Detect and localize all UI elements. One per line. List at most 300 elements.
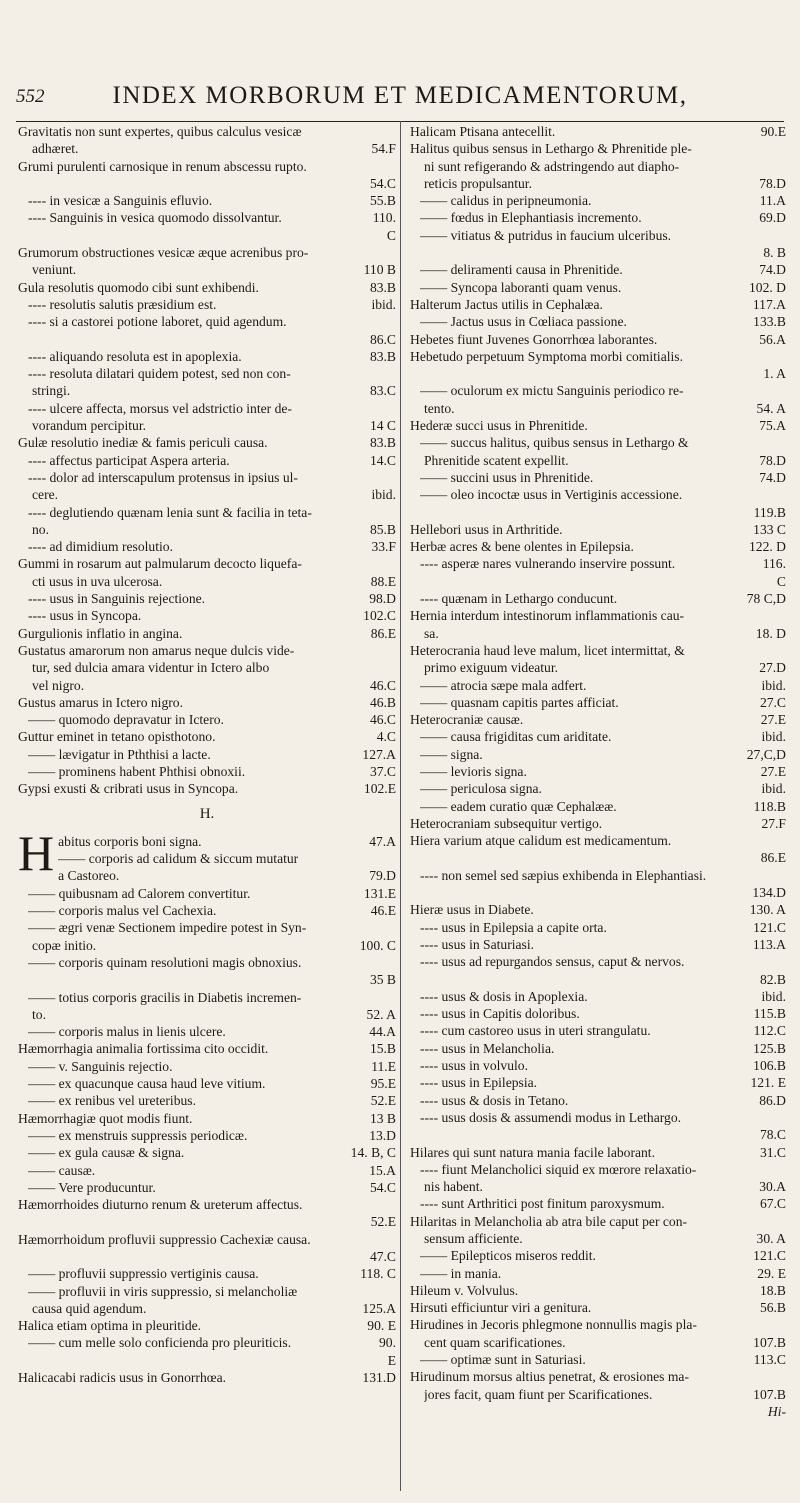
entry-text: Halicam Ptisana antecellit.: [410, 124, 556, 139]
index-line: [410, 1161, 786, 1178]
index-line: [410, 1022, 786, 1039]
index-line: [410, 763, 786, 780]
index-line: [18, 452, 396, 469]
page-reference: 102.E: [363, 781, 396, 797]
entry-text: no.: [32, 521, 49, 537]
page-reference: 13 B: [369, 1110, 396, 1126]
index-line: [18, 382, 396, 399]
index-line: [410, 331, 786, 348]
index-line: [18, 1058, 396, 1075]
index-line: [18, 642, 396, 659]
entry-text: Hirsuti efficiuntur viri a genitura.: [410, 1300, 592, 1316]
entry-text: —— lævigatur in Pththisi a lacte.: [28, 746, 211, 762]
page-reference: 121.C: [753, 1248, 786, 1264]
index-line: [410, 538, 786, 555]
entry-text: cere.: [32, 487, 59, 503]
page-reference: 131.E: [363, 885, 396, 901]
entry-text: —— causæ.: [28, 1162, 96, 1178]
index-line: [410, 123, 786, 140]
index-line: [58, 867, 396, 884]
entry-text: Gypsi exusti & cribrati usus in Syncopa.: [18, 781, 239, 797]
index-line: [410, 1109, 786, 1126]
index-line: [18, 780, 396, 797]
index-line: [410, 728, 786, 745]
page-reference: 31.C: [759, 1144, 786, 1160]
entry-text: tento.: [424, 400, 455, 416]
entry-text: jores facit, quam fiunt per Scarificationes.: [424, 1386, 653, 1402]
entry-text: primo exiguum videatur.: [424, 660, 559, 676]
page-reference: 74.D: [759, 469, 786, 485]
index-line: [18, 590, 396, 607]
index-line: [410, 936, 786, 953]
index-line: [410, 192, 786, 209]
page-reference: 14.C: [369, 452, 396, 468]
entry-text: ---- usus in Melancholia.: [420, 1040, 555, 1056]
index-line: [410, 1334, 786, 1351]
page-reference: 15.B: [369, 1041, 396, 1057]
index-line: [18, 279, 396, 296]
index-line: [18, 607, 396, 624]
entry-text: Gustus amarus in Ictero nigro.: [18, 694, 183, 710]
entry-text: Hirudines in Jecoris phlegmone nonnullis magis pla-: [410, 1317, 697, 1333]
index-line: [410, 919, 786, 936]
entry-text: tur, sed dulcia amara videntur in Ictero albo: [32, 660, 270, 676]
dropcap: H: [18, 824, 55, 881]
index-line: [410, 607, 786, 624]
entry-text: —— corporis malus in lienis ulcere.: [28, 1024, 226, 1040]
page-reference: 102.C: [363, 608, 396, 624]
index-line: [18, 469, 396, 486]
entry-text: —— Syncopa laboranti quam venus.: [420, 279, 622, 295]
page-reference: 47.A: [369, 833, 396, 849]
entry-text: —— totius corporis gracilis in Diabetis incremen-: [28, 989, 302, 1005]
index-line: [410, 1247, 786, 1264]
entry-text: Hellebori usus in Arthritide.: [410, 521, 563, 537]
dropcap-entry: [18, 824, 396, 885]
entry-text: —— eadem curatio quæ Cephalææ.: [420, 798, 617, 814]
entry-text: Grumi purulenti carnosique in renum abscessu rupto.: [18, 158, 307, 174]
entries-g: [18, 123, 396, 798]
index-line: [18, 296, 396, 313]
index-line: [18, 175, 396, 192]
page-reference: 18. D: [755, 625, 786, 641]
entry-text: Hæmorrhagiæ quot modis fiunt.: [18, 1110, 193, 1126]
index-line: [410, 1299, 786, 1316]
entry-text: vel nigro.: [32, 677, 85, 693]
entry-text: —— prominens habent Phthisi obnoxii.: [28, 763, 246, 779]
index-line: [410, 1351, 786, 1368]
page-reference: 117.A: [752, 296, 786, 312]
page-reference: 115.B: [753, 1006, 786, 1022]
entry-text: Phrenitide scatent expellit.: [424, 452, 569, 468]
index-line: [18, 659, 396, 676]
page-reference: 83.B: [369, 435, 396, 451]
page-reference: 56.A: [759, 331, 786, 347]
page-reference: 54.C: [369, 1179, 396, 1195]
entry-text: —— ex menstruis suppressis periodicæ.: [28, 1127, 248, 1143]
page-reference: 11.E: [371, 1058, 396, 1074]
index-line: [410, 1005, 786, 1022]
page-reference: 130. A: [749, 902, 786, 918]
entry-text: ni sunt refigerando & adstringendo aut diapho-: [424, 158, 680, 174]
entry-text: Gulæ resolutio inediæ & famis periculi causa.: [18, 435, 268, 451]
index-line: [18, 1248, 396, 1265]
entries-h: [18, 885, 396, 1387]
entry-text: ---- usus in Saturiasi.: [420, 936, 535, 952]
entry-text: —— Epilepticos miseros reddit.: [420, 1248, 596, 1264]
entry-text: —— corporis malus vel Cachexia.: [28, 903, 217, 919]
index-line: [410, 244, 786, 261]
index-line: [410, 313, 786, 330]
page-reference: 116.: [762, 556, 786, 572]
page-reference: 1. A: [763, 366, 786, 382]
entry-text: sensum afficiente.: [424, 1231, 523, 1246]
entry-text: ---- ulcere affecta, morsus vel adstrictio inter de-: [28, 400, 292, 416]
index-line: [410, 711, 786, 728]
entry-text: —— calidus in peripneumonia.: [420, 193, 592, 209]
page-reference: 52.E: [370, 1214, 396, 1230]
entry-text: —— vitiatus & putridus in faucium ulceribus.: [420, 227, 672, 243]
index-line: [410, 296, 786, 313]
index-line: [410, 348, 786, 365]
page-header: [16, 82, 784, 116]
index-line: [18, 365, 396, 382]
index-line: [18, 1265, 396, 1282]
index-line: [18, 244, 396, 261]
entry-text: Hiera varium atque calidum est medicamentum.: [410, 833, 672, 849]
index-line: [18, 1179, 396, 1196]
page-reference: 83.B: [369, 348, 396, 364]
index-line: [410, 417, 786, 434]
index-line: [410, 1213, 786, 1230]
entry-text: Grumorum obstructiones vesicæ æque acrenibus pro-: [18, 245, 309, 261]
page-reference: 33.F: [371, 539, 396, 555]
index-line: [410, 365, 786, 382]
index-line: [18, 1075, 396, 1092]
page-reference: 98.D: [369, 591, 396, 607]
page-reference: ibid.: [371, 296, 396, 312]
page-reference: 83.C: [369, 383, 396, 399]
entry-text: ---- usus in Epilepsia a capite orta.: [420, 919, 607, 935]
entry-text: Hebetes fiunt Juvenes Gonorrhœa laborantes.: [410, 331, 658, 347]
entry-text: abitus corporis boni signa.: [58, 833, 202, 849]
entry-text: —— atrocia sæpe mala adfert.: [420, 677, 587, 693]
page-reference: 46.C: [369, 677, 396, 693]
entry-text: —— quibusnam ad Calorem convertitur.: [28, 885, 251, 901]
index-line: [410, 1057, 786, 1074]
page-reference: 11.A: [759, 193, 786, 209]
page-reference: 29. E: [757, 1265, 786, 1281]
index-line: [18, 434, 396, 451]
index-line: [410, 1316, 786, 1333]
index-line: [410, 227, 786, 244]
page-reference: ibid.: [761, 988, 786, 1004]
index-line: [410, 261, 786, 278]
index-line: [410, 573, 786, 590]
page-reference: C: [776, 573, 786, 589]
catchword: Hi-: [767, 1403, 786, 1419]
index-line: [18, 937, 396, 954]
index-line: [18, 902, 396, 919]
page-reference: ibid.: [371, 487, 396, 503]
entry-text: vorandum percipitur.: [32, 418, 147, 434]
index-line: [410, 1092, 786, 1109]
page-reference: 54.F: [371, 141, 396, 157]
index-line: [18, 1127, 396, 1144]
page-reference: 37.C: [369, 763, 396, 779]
index-line: [410, 158, 786, 175]
entry-text: Gustatus amarorum non amarus neque dulcis vide-: [18, 642, 295, 658]
right-column: [410, 123, 786, 1420]
page-reference: 35 B: [369, 972, 396, 988]
index-line: [410, 382, 786, 399]
entry-text: ---- sunt Arthritici post finitum paroxysmum.: [420, 1196, 665, 1212]
page-reference: 78.D: [759, 452, 786, 468]
index-line: [410, 849, 786, 866]
entry-text: —— succini usus in Phrenitide.: [420, 469, 594, 485]
index-line: [18, 573, 396, 590]
page-number: 552: [16, 86, 45, 107]
index-line: [18, 348, 396, 365]
entry-text: ---- si a castorei potione laboret, quid agendum.: [28, 314, 287, 330]
index-line: [410, 140, 786, 157]
entry-text: —— fœdus in Elephantiasis incremento.: [420, 210, 642, 226]
page-reference: 88.E: [370, 573, 396, 589]
page-reference: 100. C: [359, 937, 396, 953]
page-reference: 118.B: [753, 798, 786, 814]
entry-text: —— ægri venæ Sectionem impedire potest in Syn-: [28, 920, 307, 936]
index-line: [18, 1352, 396, 1369]
page-reference: ibid.: [761, 677, 786, 693]
index-line: [410, 1195, 786, 1212]
index-line: [18, 331, 396, 348]
page-reference: 121.C: [753, 919, 786, 935]
index-line: [410, 1126, 786, 1143]
entry-text: ---- non semel sed sæpius exhibenda in Elephantiasi.: [420, 867, 707, 883]
index-line: [18, 1300, 396, 1317]
page-reference: 52.E: [370, 1093, 396, 1109]
index-line: [18, 763, 396, 780]
index-line: [18, 555, 396, 572]
page-reference: 106.B: [753, 1058, 786, 1074]
index-line: [410, 901, 786, 918]
entry-text: ---- asperæ nares vulnerando inservire possunt.: [420, 556, 676, 572]
page-reference: 107.B: [753, 1386, 786, 1402]
entry-text: ---- Sanguinis in vesica quomodo dissolvantur.: [28, 210, 282, 226]
index-line: [58, 850, 396, 867]
entry-text: —— causa frigiditas cum ariditate.: [420, 729, 612, 745]
index-line: [18, 1334, 396, 1351]
index-line: [18, 209, 396, 226]
entry-text: ---- usus in Syncopa.: [28, 608, 142, 624]
entry-text: Hilaritas in Melancholia ab atra bile caput per con-: [410, 1213, 688, 1229]
dropcap-lines: [58, 833, 396, 885]
index-line: [410, 469, 786, 486]
page-reference: 27,C,D: [746, 746, 786, 762]
page-reference: 27.D: [759, 660, 786, 676]
entry-text: Gravitatis non sunt expertes, quibus calculus vesicæ: [18, 124, 302, 139]
index-line: [18, 486, 396, 503]
entry-text: —— corporis quinam resolutioni magis obnoxius.: [28, 954, 302, 970]
entry-text: ---- usus in Sanguinis rejectione.: [28, 591, 206, 607]
index-line: [410, 1368, 786, 1385]
index-line: [18, 989, 396, 1006]
entry-text: Hæmorrhoides diuturno renum & ureterum affectus.: [18, 1197, 303, 1213]
entries-right: [410, 123, 786, 1403]
index-line: [18, 1317, 396, 1334]
index-line: [18, 417, 396, 434]
page-reference: 79.D: [369, 868, 396, 884]
index-line: [410, 1386, 786, 1403]
page-reference: 78.C: [759, 1127, 786, 1143]
entry-text: —— oculorum ex mictu Sanguinis periodico re-: [420, 383, 684, 399]
index-line: [18, 919, 396, 936]
index-line: [18, 728, 396, 745]
running-title: INDEX MORBORUM ET MEDICAMENTORUM,: [112, 82, 688, 109]
index-line: [410, 677, 786, 694]
entry-text: ---- quænam in Lethargo conducunt.: [420, 591, 618, 607]
index-line: [18, 261, 396, 278]
page-reference: 52. A: [366, 1006, 396, 1022]
index-line: [410, 798, 786, 815]
entry-text: stringi.: [32, 383, 71, 399]
index-line: [18, 1040, 396, 1057]
entry-text: Hebetudo perpetuum Symptoma morbi comitialis.: [410, 348, 683, 364]
index-line: [18, 227, 396, 244]
page-reference: 86.E: [370, 625, 396, 641]
entry-text: ---- usus in volvulo.: [420, 1058, 528, 1074]
page-reference: 14 C: [369, 418, 396, 434]
index-line: [18, 140, 396, 157]
page-reference: 54. A: [756, 400, 786, 416]
index-line: [410, 434, 786, 451]
page-reference: 47.C: [369, 1249, 396, 1264]
page-reference: 27.C: [759, 694, 786, 710]
entry-text: ---- usus & dosis in Apoplexia.: [420, 988, 588, 1004]
page-reference: 78.D: [759, 175, 786, 191]
entry-text: ---- ad dimidium resolutio.: [28, 539, 173, 555]
index-line: [58, 833, 396, 850]
page-reference: 119.B: [753, 504, 786, 520]
index-line: [410, 175, 786, 192]
index-line: [18, 1196, 396, 1213]
page-reference: 46.B: [369, 694, 396, 710]
page-reference: 55.B: [369, 193, 396, 209]
entry-text: Hileum v. Volvulus.: [410, 1282, 519, 1298]
index-line: [18, 123, 396, 140]
page-reference: 110 B: [363, 262, 396, 278]
entry-text: Gula resolutis quomodo cibi sunt exhibendi.: [18, 279, 259, 295]
page-reference: ibid.: [761, 781, 786, 797]
index-line: [410, 815, 786, 832]
page-reference: 86.E: [760, 850, 786, 866]
page-reference: 30. A: [756, 1231, 786, 1246]
page-reference: 90. E: [367, 1318, 396, 1334]
entry-text: Gummi in rosarum aut palmularum decocto liquefa-: [18, 556, 302, 572]
page-reference: 86.D: [759, 1092, 786, 1108]
page-reference: 133 C: [753, 521, 786, 537]
page-reference: 46.C: [369, 712, 396, 728]
entry-text: adhæret.: [32, 141, 79, 157]
page-reference: 113.A: [752, 936, 786, 952]
index-line: [18, 1023, 396, 1040]
entry-text: —— ex gula causæ & signa.: [28, 1145, 185, 1161]
entry-text: veniunt.: [32, 262, 77, 278]
page-reference: 8. B: [763, 245, 786, 261]
entry-text: —— ex quacunque causa haud leve vitium.: [28, 1076, 266, 1092]
index-line: [410, 555, 786, 572]
index-line: [18, 885, 396, 902]
page-reference: 82.B: [759, 971, 786, 987]
page-reference: 127.A: [362, 746, 396, 762]
page-reference: 75.A: [759, 418, 786, 434]
index-line: [18, 313, 396, 330]
index-line: [410, 953, 786, 970]
index-line: [410, 780, 786, 797]
page-reference: 54.C: [369, 175, 396, 191]
index-line: [18, 625, 396, 642]
index-line: [18, 400, 396, 417]
page-reference: 131.D: [362, 1370, 396, 1386]
page-reference: 78 C,D: [746, 591, 786, 607]
index-line: [410, 832, 786, 849]
entry-text: Halica etiam optima in pleuritide.: [18, 1318, 202, 1334]
entry-text: ---- deglutiendo quænam lenia sunt & facilia in teta-: [28, 504, 312, 520]
page-reference: 74.D: [759, 262, 786, 278]
page-reference: 95.E: [370, 1076, 396, 1092]
page-reference: 4.C: [376, 729, 396, 745]
entry-text: ---- in vesicæ a Sanguinis efluvio.: [28, 193, 213, 209]
entry-text: ---- dolor ad interscapulum protensus in ipsius ul-: [28, 469, 298, 485]
index-line: [410, 1040, 786, 1057]
entry-text: —— profluvii suppressio vertiginis causa.: [28, 1266, 259, 1282]
entry-text: —— v. Sanguinis rejectio.: [28, 1058, 173, 1074]
entry-text: ---- usus dosis & assumendi modus in Lethargo.: [420, 1109, 682, 1125]
entry-text: Halitus quibus sensus in Lethargo & Phrenitide ple-: [410, 141, 692, 157]
entry-text: —— optimæ sunt in Saturiasi.: [420, 1352, 586, 1368]
page-reference: 27.F: [761, 815, 786, 831]
entry-text: ---- aliquando resoluta est in apoplexia.: [28, 348, 242, 364]
index-line: [410, 625, 786, 642]
entry-text: —— periculosa signa.: [420, 781, 542, 797]
entry-text: ---- resolutis salutis præsidium est.: [28, 296, 217, 312]
page-reference: 13.D: [369, 1127, 396, 1143]
page-reference: 15.A: [369, 1162, 396, 1178]
entry-text: to.: [32, 1006, 46, 1022]
index-line: [18, 1006, 396, 1023]
entry-text: —— corporis ad calidum & siccum mutatur: [58, 851, 299, 867]
entry-text: ---- usus in Capitis doloribus.: [420, 1006, 580, 1022]
index-line: [410, 971, 786, 988]
page-reference: 125.A: [362, 1300, 396, 1316]
page-reference: 67.C: [759, 1196, 786, 1212]
page-reference: 134.D: [752, 885, 786, 901]
page-reference: 107.B: [753, 1334, 786, 1350]
entry-text: Heterocraniæ causæ.: [410, 712, 524, 728]
index-line: [18, 746, 396, 763]
entry-text: ---- usus in Epilepsia.: [420, 1075, 538, 1091]
entry-text: ---- usus & dosis in Tetano.: [420, 1092, 569, 1108]
index-line: [410, 590, 786, 607]
column-divider: [400, 121, 401, 1491]
entry-text: —— Jactus usus in Cœliaca passione.: [420, 314, 627, 330]
index-line: [410, 521, 786, 538]
entry-text: sa.: [424, 625, 439, 641]
index-line: [410, 400, 786, 417]
page-reference: 133.B: [753, 314, 786, 330]
entry-text: Halicacabi radicis usus in Gonorrhœa.: [18, 1370, 226, 1386]
index-line: [18, 1213, 396, 1230]
